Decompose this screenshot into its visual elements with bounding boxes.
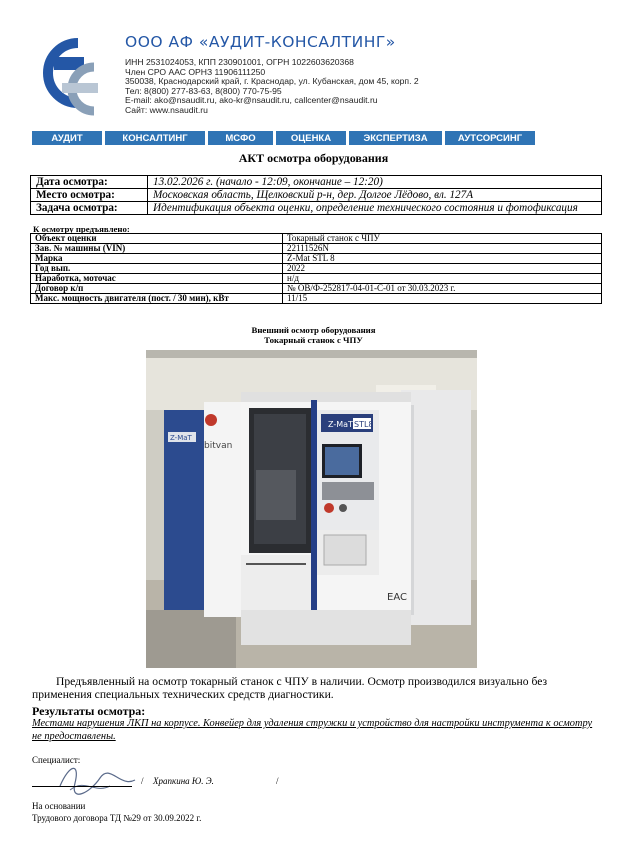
param-value: 22111526N xyxy=(283,244,602,254)
company-details xyxy=(125,58,419,116)
table-row xyxy=(31,244,602,254)
param-label: Макс. мощность двигателя (пост. / 30 мин), кВт xyxy=(31,294,283,304)
eac-mark: EAC xyxy=(387,592,407,603)
param-value: 11/15 xyxy=(283,294,602,304)
signature-image xyxy=(50,758,140,798)
info-value: Идентификация объекта оценки, определение технического состояния и фотофиксация xyxy=(148,202,602,215)
table-row xyxy=(31,284,602,294)
company-detail-line: E-mail: ako@nsaudit.ru, ako-kr@nsaudit.ru, callcenter@nsaudit.ru xyxy=(125,95,378,106)
table-row xyxy=(31,176,602,189)
signature-separator: / xyxy=(141,776,144,786)
table-row xyxy=(31,264,602,274)
signature-separator: / xyxy=(276,776,279,786)
machine-photo xyxy=(146,350,477,668)
nav-item-consulting: КОНСАЛТИНГ xyxy=(105,131,205,145)
param-label: Зав. № машины (VIN) xyxy=(31,244,283,254)
nav-item-valuation: ОЦЕНКА xyxy=(276,131,346,145)
company-detail-line: ИНН 2531024053, КПП 230901001, ОГРН 1022603620368 xyxy=(125,57,354,67)
table-row xyxy=(31,274,602,284)
table-row xyxy=(31,189,602,202)
machine-badge-label: Z-MaT xyxy=(328,420,353,429)
param-label: Договор к/п xyxy=(31,284,283,294)
inspection-info-table xyxy=(30,175,602,215)
basis-line: Трудового договора ТД №29 от 30.09.2022 г. xyxy=(32,813,202,823)
basis-block xyxy=(32,800,201,824)
company-detail-line: 350038, Краснодарский край, г. Краснодар, ул. Кубанская, дом 45, корп. 2 xyxy=(125,76,419,87)
company-detail-line: Тел: 8(800) 277-83-63, 8(800) 770-75-95 xyxy=(125,85,282,96)
nav-item-outsourcing: АУТСОРСИНГ xyxy=(445,131,535,145)
results-text: Местами нарушения ЛКП на корпусе. Конвейер для удаления стружки и устройство для настройки инструмента к осмотру не предоставлены. xyxy=(32,718,593,742)
param-value: Токарный станок с ЧПУ xyxy=(283,234,602,244)
nav-item-expertise: ЭКСПЕРТИЗА xyxy=(349,131,442,145)
info-label: Задача осмотра: xyxy=(31,202,148,215)
company-detail-line: Сайт: www.nsaudit.ru xyxy=(125,104,208,115)
company-logo xyxy=(34,37,112,117)
machine-side-badge: Z-MaT xyxy=(170,434,192,442)
machine-model-label: STL8 xyxy=(354,420,374,429)
signature-line xyxy=(32,786,132,787)
specialist-name: Храпкина Ю. Э. xyxy=(153,776,214,786)
param-value: н/д xyxy=(283,274,602,284)
basis-line: На основании xyxy=(32,801,86,811)
photo-caption xyxy=(0,325,627,345)
info-value: Московская область, Щелковский р-н, дер. Долгое Лёдово, вл. 127А xyxy=(148,189,602,202)
info-label: Дата осмотра: xyxy=(31,176,148,189)
results-title: Результаты осмотра: xyxy=(32,704,146,718)
company-name: ООО АФ «АУДИТ-КОНСАЛТИНГ» xyxy=(125,33,396,51)
info-value: 13.02.2026 г. (начало - 12:09, окончание – 12:20) xyxy=(148,176,602,189)
machine-brand-label: bitvan xyxy=(204,441,233,451)
param-label: Наработка, моточас xyxy=(31,274,283,284)
inspection-paragraph: Предъявленный на осмотр токарный станок с ЧПУ в наличии. Осмотр производился визуально без применения специальных технических средств диагностики. xyxy=(32,675,548,701)
param-label: Объект оценки xyxy=(31,234,283,244)
specialist-label: Специалист: xyxy=(32,755,81,765)
object-params-table xyxy=(30,233,602,304)
photo-caption-line: Токарный станок с ЧПУ xyxy=(264,335,363,345)
param-value: Z-Mat STL 8 xyxy=(283,254,602,264)
services-bar xyxy=(32,131,562,145)
param-value: № ОВ/Ф-252817-04-01-С-01 от 30.03.2023 г. xyxy=(283,284,602,294)
table-row xyxy=(31,234,602,244)
param-value: 2022 xyxy=(283,264,602,274)
company-detail-line: Член СРО ААС ОРНЗ 11906111250 xyxy=(125,66,266,77)
param-label: Год вып. xyxy=(31,264,283,274)
nav-item-audit: АУДИТ xyxy=(32,131,102,145)
info-label: Место осмотра: xyxy=(31,189,148,202)
nav-item-ifrs: МСФО xyxy=(208,131,273,145)
param-label: Марка xyxy=(31,254,283,264)
document-title: АКТ осмотра оборудования xyxy=(238,151,389,165)
presented-label: К осмотру предъявлено: xyxy=(33,224,130,234)
table-row xyxy=(31,254,602,264)
table-row xyxy=(31,202,602,215)
photo-caption-line: Внешний осмотр оборудования xyxy=(251,325,376,335)
table-row xyxy=(31,294,602,304)
